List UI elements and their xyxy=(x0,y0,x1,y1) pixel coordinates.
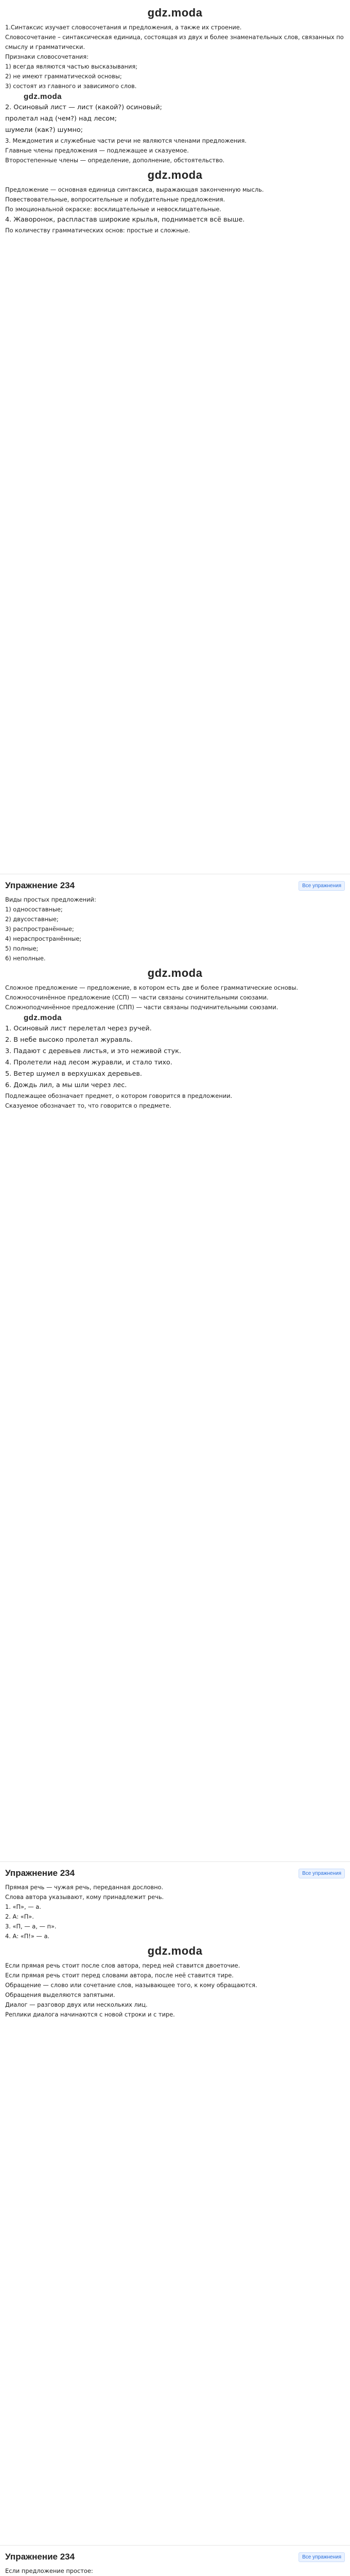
text-line: По количеству грамматических основ: простые и сложные. xyxy=(5,227,190,234)
text-line: Сложносочинённое предложение (ССП) — части связаны сочинительными союзами. xyxy=(5,994,269,1001)
all-exercises-link[interactable]: Все упражнения xyxy=(299,2552,345,2562)
exercise-section xyxy=(0,2546,350,2576)
text-line: Слова автора указывают, кому принадлежит речь. xyxy=(5,1893,164,1901)
text-line: 3. Падают с деревьев листья, и это неживой стук. xyxy=(5,1047,181,1055)
text-line: Если предложение простое: xyxy=(5,2567,93,2574)
theory-section xyxy=(0,0,350,874)
text-line: 3) состоят из главного и зависимого слов. xyxy=(5,82,137,90)
text-line: 2. Осиновый лист — лист (какой?) осиновый; xyxy=(5,104,162,111)
text-line: Сложное предложение — предложение, в котором есть две и более грамматические основы. xyxy=(5,984,299,991)
watermark: gdz.moda xyxy=(24,1013,62,1022)
watermark: gdz.moda xyxy=(147,168,203,181)
exercise-header xyxy=(5,2552,345,2562)
text-line: Реплики диалога начинаются с новой строки и с тире. xyxy=(5,2011,175,2018)
text-line: Если прямая речь стоит перед словами автора, после неё ставится тире. xyxy=(5,1972,234,1979)
text-line: 4. А: «П!» — а. xyxy=(5,1933,50,1940)
text-line: 1.Синтаксис изучает словосочетания и предложения, а также их строение. xyxy=(5,24,242,31)
exercise-section xyxy=(0,1862,350,2546)
text-line: 6. Дождь лил, а мы шли через лес. xyxy=(5,1081,127,1089)
text-line: Обращение — слово или сочетание слов, называющее того, к кому обращаются. xyxy=(5,1981,257,1989)
exercise-title: Упражнение 234 xyxy=(5,2552,75,2562)
text-line: Прямая речь — чужая речь, переданная дословно. xyxy=(5,1884,164,1891)
text-line: 6) неполные. xyxy=(5,955,46,962)
text-line: 1) односоставные; xyxy=(5,906,63,913)
text-line: 4. Пролетели над лесом журавли, и стало тихо. xyxy=(5,1059,172,1066)
text-line: Словосочетание – синтаксическая единица, состоящая из двух и более знаменательных слов, связанных по смыслу и грамматически. xyxy=(5,33,344,50)
text-line: 3. «П, — а, — п». xyxy=(5,1923,57,1930)
text-line: 4. Жаворонок, распластав широкие крылья, поднимается всё выше. xyxy=(5,216,245,224)
text-line: Второстепенные члены — определение, дополнение, обстоятельство. xyxy=(5,157,225,164)
text-line: 2) двусоставные; xyxy=(5,916,59,923)
text-line: 3) распространённые; xyxy=(5,925,74,933)
exercise-header xyxy=(5,1868,345,1878)
exercise-section xyxy=(0,874,350,1862)
exercise-title: Упражнение 234 xyxy=(5,1868,75,1878)
exercise-header xyxy=(5,880,345,891)
text-line: 1. Осиновый лист перелетал через ручей. xyxy=(5,1025,152,1032)
exercise-title: Упражнение 234 xyxy=(5,880,75,890)
text-line: По эмоциональной окраске: восклицательные и невосклицательные. xyxy=(5,206,221,213)
watermark: gdz.moda xyxy=(147,1944,203,1957)
text-line: Подлежащее обозначает предмет, о котором говорится в предложении. xyxy=(5,1092,233,1099)
text-line: 2) не имеют грамматической основы; xyxy=(5,73,122,80)
text-line: 2. А: «П». xyxy=(5,1913,34,1920)
text-line: 3. Междометия и служебные части речи не являются членами предложения. xyxy=(5,137,247,144)
text-line: Повествовательные, вопросительные и побудительные предложения. xyxy=(5,196,225,203)
text-line: 1) всегда являются частью высказывания; xyxy=(5,63,138,70)
text-line: шумели (как?) шумно; xyxy=(5,126,83,134)
all-exercises-link[interactable]: Все упражнения xyxy=(299,881,345,891)
text-line: Признаки словосочетания: xyxy=(5,53,89,60)
text-line: 1. «П», — а. xyxy=(5,1903,41,1910)
text-line: Предложение — основная единица синтаксиса, выражающая законченную мысль. xyxy=(5,186,264,193)
watermark: gdz.moda xyxy=(147,6,203,19)
text-line: пролетал над (чем?) над лесом; xyxy=(5,115,117,123)
text-line: 2. В небе высоко пролетал журавль. xyxy=(5,1036,133,1044)
text-line: Если прямая речь стоит после слов автора, перед ней ставится двоеточие. xyxy=(5,1962,240,1969)
text-line: 5) полные; xyxy=(5,945,39,952)
text-line: Виды простых предложений: xyxy=(5,896,96,903)
text-line: Сказуемое обозначает то, что говорится о предмете. xyxy=(5,1102,171,1109)
text-line: Обращения выделяются запятыми. xyxy=(5,1991,115,1998)
all-exercises-link[interactable]: Все упражнения xyxy=(299,1869,345,1878)
watermark: gdz.moda xyxy=(24,92,62,101)
text-line: 4) нераспространённые; xyxy=(5,935,82,942)
watermark: gdz.moda xyxy=(147,967,203,979)
text-line: Главные члены предложения — подлежащее и сказуемое. xyxy=(5,147,189,154)
text-line: Диалог — разговор двух или нескольких лиц. xyxy=(5,2001,148,2008)
text-line: 5. Ветер шумел в верхушках деревьев. xyxy=(5,1070,143,1078)
text-line: Сложноподчинённое предложение (СПП) — части связаны подчинительными союзами. xyxy=(5,1004,278,1011)
